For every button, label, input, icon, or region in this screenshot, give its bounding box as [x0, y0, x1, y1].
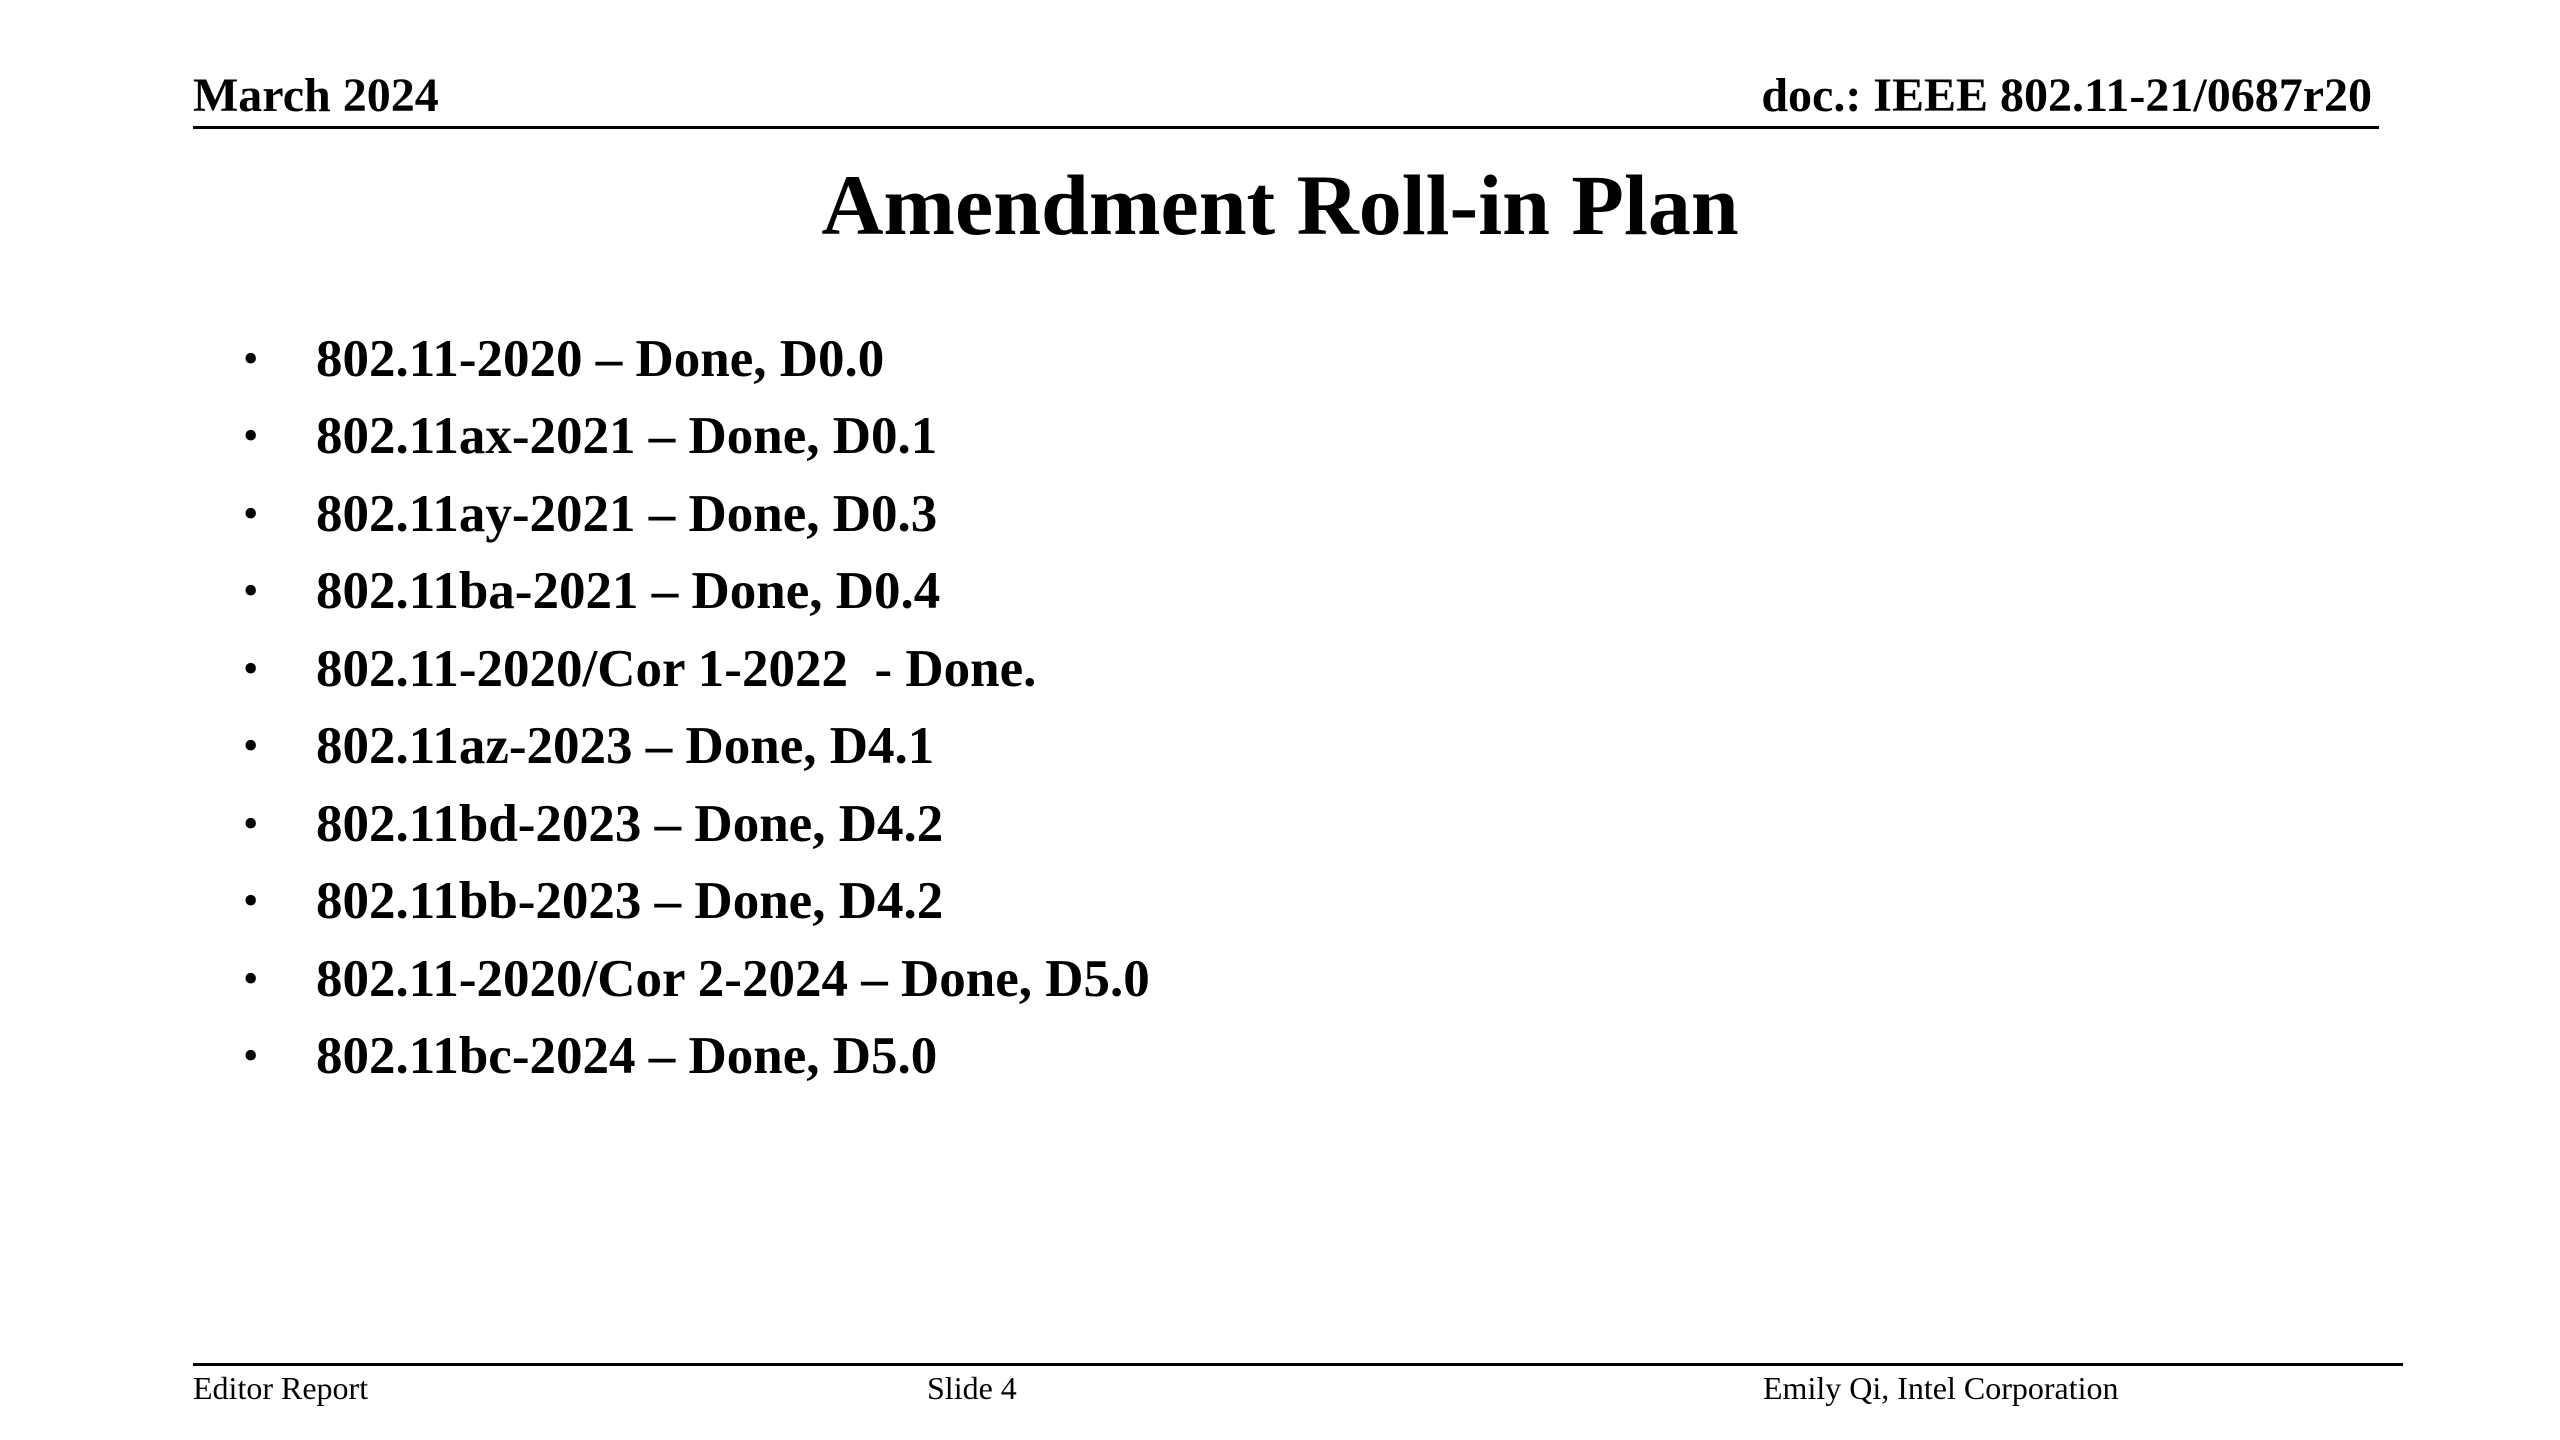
bullet-icon: •: [243, 488, 259, 538]
bullet-icon: •: [243, 798, 259, 848]
bullet-icon: •: [243, 721, 259, 771]
slide-title: Amendment Roll-in Plan: [821, 157, 1739, 253]
list-item-text: 802.11-2020/Cor 2-2024 – Done, D5.0: [316, 949, 1150, 1008]
header-doc-id: doc.: IEEE 802.11-21/0687r20: [1761, 69, 2372, 122]
header-date: March 2024: [193, 69, 439, 122]
footer-slide-number: Slide 4: [927, 1370, 1017, 1406]
bullet-icon: •: [243, 876, 259, 926]
bullet-icon: •: [243, 643, 259, 693]
header-divider: [193, 126, 2379, 129]
bullet-icon: •: [243, 566, 259, 616]
list-item-text: 802.11az-2023 – Done, D4.1: [316, 717, 935, 776]
list-item-text: 802.11-2020/Cor 1-2022 - Done.: [316, 639, 1037, 698]
list-item: [240, 630, 1150, 708]
bullet-icon: •: [243, 411, 259, 461]
list-item: [240, 940, 1150, 1018]
list-item-text: 802.11ay-2021 – Done, D0.3: [316, 484, 938, 543]
footer-report-name: Editor Report: [193, 1370, 369, 1406]
list-item-text: 802.11ax-2021 – Done, D0.1: [316, 407, 938, 466]
bullet-icon: •: [243, 333, 259, 383]
list-item: [240, 863, 1150, 941]
footer-divider: [193, 1363, 2403, 1366]
list-item: [240, 553, 1150, 631]
bullet-icon: •: [243, 1031, 259, 1081]
list-item: [240, 708, 1150, 786]
list-item-text: 802.11ba-2021 – Done, D0.4: [316, 562, 941, 621]
list-item: [240, 475, 1150, 553]
footer-author: Emily Qi, Intel Corporation: [1763, 1370, 2119, 1406]
list-item-text: 802.11-2020 – Done, D0.0: [316, 329, 885, 388]
list-item: [240, 785, 1150, 863]
list-item: [240, 1018, 1150, 1096]
bullet-icon: •: [243, 953, 259, 1003]
list-item-text: 802.11bb-2023 – Done, D4.2: [316, 872, 944, 931]
list-item-text: 802.11bc-2024 – Done, D5.0: [316, 1027, 938, 1086]
list-item-text: 802.11bd-2023 – Done, D4.2: [316, 794, 944, 853]
list-item: [240, 320, 1150, 398]
amendment-list: [240, 320, 1150, 1095]
list-item: [240, 398, 1150, 476]
